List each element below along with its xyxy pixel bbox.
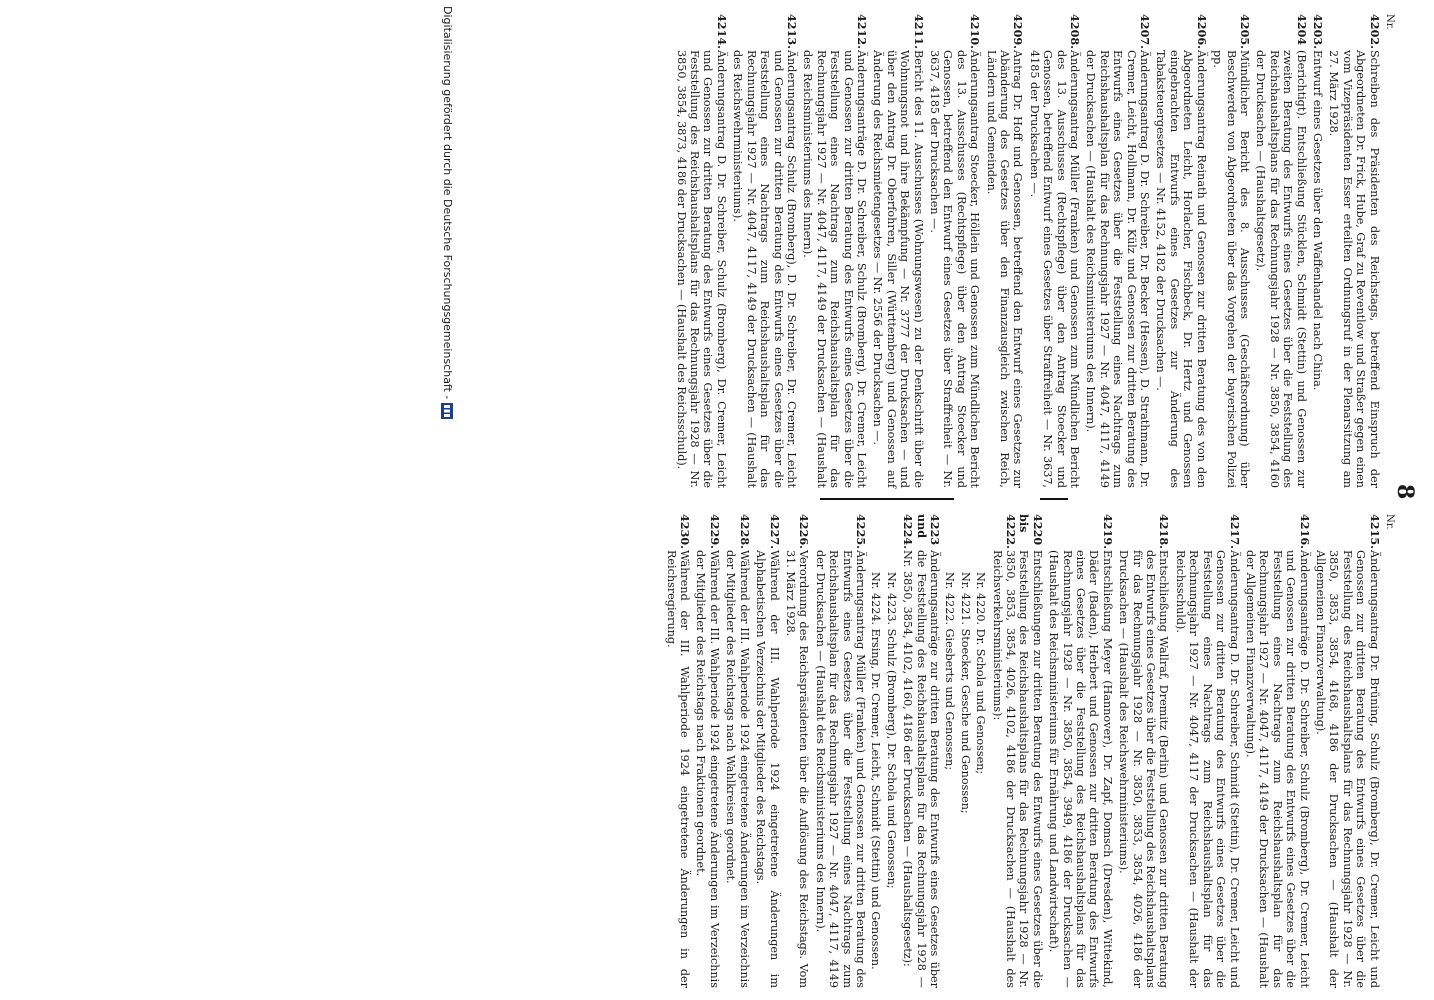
entry-number: 4227. bbox=[767, 514, 782, 550]
entry-text: Während der III. Wahlperiode 1924 eingetretene Änderungen im Verzeichnis der Mitglieder des Reichstags nach Fraktionen geordnet. bbox=[694, 550, 721, 988]
entry-number: 4223 und 4224. bbox=[901, 514, 942, 550]
list-item bbox=[664, 514, 691, 988]
list-item bbox=[784, 514, 811, 988]
entry-text: Entschließung Meyer (Hannover), Dr. Zapf, Domsch (Dresden), Wittekind, Däder (Baden), Herbert und Genossen zur dritten Beratung des Entwurfs eines Gesetzes über die Feststellung des Reichshaushaltsplans für das Rechnungsjahr 1928 — Nr. 3850, 3854, 3949, 4186 der Drucksachen — (Haushalt des Reichsministeriums für Ernährung und Landwirtschaft). bbox=[1047, 550, 1114, 988]
entry-number: 4217. bbox=[1227, 514, 1242, 550]
list-item bbox=[1154, 14, 1208, 488]
right-column bbox=[661, 514, 1396, 988]
entry-number: 4206. bbox=[1194, 14, 1209, 50]
entry-number bbox=[958, 514, 971, 550]
list-item bbox=[943, 514, 956, 988]
entry-number: 4225. bbox=[853, 514, 868, 550]
entry-text: Entschließung Wallraf, Dremitz (Berlin) und Genossen zur dritten Beratung des Entwurfs eines Gesetzes über die Feststellung des Reichshaushaltsplans für das Rechnungsjahr 1928 — Nr. 3850, 3853, 3854, 4026, 4186 der Drucksachen — (Haushalt des Reichswehrministeriums). bbox=[1117, 550, 1171, 988]
entry-number bbox=[943, 514, 956, 550]
dfg-logo-icon bbox=[442, 403, 454, 419]
entry-text: Änderungsantrag Müller (Franken) und Genossen zum Mündlichen Bericht des 13. Ausschusses (Rechtspflege) über den Antrag Stoecker und Genossen, betreffend Entwurf eines Gesetzes über Straffreiheit — Nr. 3637, 4185 der Drucksachen —. bbox=[1027, 50, 1082, 488]
list-item bbox=[1311, 14, 1324, 488]
list-item bbox=[1254, 14, 1308, 488]
entry-text: Antrag Dr. Hoff und Genossen, betreffend den Entwurf eines Gesetzes zur Abänderung des Gesetzes über den Finanzausgleich zwischen Reich, Ländern und Gemeinden. bbox=[984, 50, 1025, 488]
entry-text: Schreiben des Präsidenten des Reichstags, betreffend Einspruch der Abgeordneten Dr. Frick, Hube, Graf zu Reventlow und Straßer gegen einen vom Vizepräsidenten Esser erteilten Ordnungsruf in der Plenarsitzung am 27. März 1928. bbox=[1327, 50, 1381, 488]
list-item bbox=[901, 514, 941, 988]
list-item bbox=[754, 514, 781, 988]
entry-number: 4219. bbox=[1100, 514, 1115, 550]
nr-label: Nr. bbox=[1384, 14, 1395, 30]
list-item bbox=[1117, 514, 1171, 988]
entry-number: 4212. bbox=[854, 14, 869, 50]
column-divider bbox=[1040, 498, 1068, 500]
list-item bbox=[884, 514, 897, 988]
entry-number: 4230. bbox=[678, 514, 693, 550]
list-item bbox=[1174, 514, 1241, 988]
list-item bbox=[990, 514, 1044, 988]
entry-number: 4213. bbox=[784, 14, 799, 50]
nr-label: Nr. bbox=[1384, 514, 1395, 530]
entry-number: 4202. bbox=[1367, 14, 1382, 50]
list-item bbox=[1327, 14, 1381, 488]
entry-number: 4209. bbox=[1011, 14, 1026, 50]
list-item bbox=[1027, 14, 1081, 488]
entry-text: Nr. 4224. Ersing, Dr. Cremer, Leicht, Schmidt (Stettin) und Genossen. bbox=[869, 572, 883, 970]
entry-text: Nr. 4223. Schulz (Bromberg), Dr. Schola und Genossen; bbox=[884, 572, 898, 889]
list-item bbox=[974, 514, 987, 988]
entry-text: Bericht des 11. Ausschusses (Wohnungswesen) zu der Denkschrift über die Wohnungsnot und ihre Bekämpfung — Nr. 3777 der Drucksachen — und über den Antrag Dr. Oberfohren, Siller (Württemberg) und Genossen auf Änderung des Reichsmietengesetzes — Nr. 2556 der Drucksachen —. bbox=[871, 50, 925, 488]
list-item bbox=[1314, 514, 1381, 988]
entry-text: Mündlicher Bericht des 8. Ausschusses (Geschäftsordnung) über Beschwerden von Abgeordneten über das Vorgehen der bayerischen Polizei pp. bbox=[1211, 50, 1251, 488]
list-item bbox=[1047, 514, 1114, 988]
entry-text: Während der III. Wahlperiode 1924 eingetretene Änderungen im Alphabetischen Verzeichnis der Mitglieder des Reichstags. bbox=[754, 550, 781, 988]
entry-number: 4204 bbox=[1294, 14, 1309, 46]
entry-text: (Berichtigt). Entschließung Stücklen, Schmidt (Stettin) und Genossen zur zweiten Beratung des Entwurfs eines Gesetzes über die Feststellung des Reichshaushaltsplans für das Rechnungsjahr 1928 — Nr. 3850, 3854, 4160 der Drucksachen — (Haushaltsgesetz). bbox=[1254, 50, 1308, 488]
entry-number: 4211. bbox=[911, 14, 926, 50]
list-item bbox=[869, 514, 882, 988]
entry-number: 4214. bbox=[714, 14, 729, 50]
entry-text: Nr. 4220. Dr. Schola und Genossen; bbox=[974, 572, 988, 775]
entry-number bbox=[869, 514, 882, 550]
entry-text: Entwurf eines Gesetzes über den Waffenhandel nach China. bbox=[1310, 50, 1324, 391]
left-column bbox=[671, 14, 1396, 488]
entry-number bbox=[884, 514, 897, 550]
entry-text: Während der III. Wahlperiode 1924 eingetretene Änderungen im Verzeichnis der Mitglieder des Reichstags nach Wahlkreisen geordnet. bbox=[724, 550, 751, 988]
list-item bbox=[871, 14, 925, 488]
list-item bbox=[1084, 14, 1151, 488]
entry-number: 4226. bbox=[797, 514, 812, 550]
entry-text: Änderungsantrag D. Dr. Schreiber, Dr. Becker (Hessen), D. Strathmann, Dr. Cremer, Leicht, Hollmann, Dr. Külz und Genossen zur dritten Beratung des Entwurfs eines Gesetzes über die Feststellung eines Nachtrags zum Reichshaushaltsplan für das Rechnungsjahr 1927 — Nr. 4047, 4117, 4149 der Drucksachen — (Haushalt des Reichsministeriums des Innern). bbox=[1084, 50, 1152, 488]
list-item bbox=[801, 14, 868, 488]
entry-text: Änderungsantrag Stoecker, Höllein und Genossen zum Mündlichen Bericht des 13. Ausschusses (Rechtspflege) über den Antrag Stoecker und Genossen, betreffend den Entwurf eines Gesetzes über Straffreiheit — Nr. 3637, 4185 der Drucksachen —. bbox=[928, 50, 982, 488]
right-entry-list bbox=[664, 514, 1380, 988]
list-item bbox=[724, 514, 751, 988]
entry-text: Änderungsanträge D. Dr. Schreiber, Schulz (Bromberg), Dr. Cremer, Leicht und Genossen zur dritten Beratung des Entwurfs eines Gesetzes über die Feststellung eines Nachtrags zum Reichshaushaltsplan für das Rechnungsjahr 1927 — Nr. 4047, 4117, 4149 der Drucksachen — (Haushalt der Allgemeinen Finanzverwaltung). bbox=[1243, 550, 1311, 988]
entry-number bbox=[974, 514, 987, 550]
entry-text: Änderungsantrag Dr. Brüning, Schulz (Bromberg), Dr. Cremer, Leicht und Genossen zur dritten Beratung des Entwurfs eines Gesetzes über die Feststellung des Reichshaushaltsplans für das Rechnungsjahr 1928 — Nr. 3850, 3853, 3854, 4168, 4186 der Drucksachen — (Haushalt der Allgemeinen Finanzverwaltung). bbox=[1313, 550, 1381, 988]
entry-text: Entschließungen zur dritten Beratung des Entwurfs eines Gesetzes über die Feststellung des Reichshaushaltsplans für das Rechnungsjahr 1928 — Nr. 3850, 3853, 3854, 4026, 4102, 4186 der Drucksachen — (Haushalt des Reichsverkehrsministeriums): bbox=[990, 550, 1044, 988]
entry-number: 4216. bbox=[1297, 514, 1312, 550]
entry-text: Änderungsantrag Reinath und Genossen zur dritten Beratung des von den Abgeordneten Leicht, Horlacher, Fischbeck, Dr. Hertz und Genossen eingebrachten Entwurfs eines Gesetzes zur Änderung des Tabaksteuergesetzes — Nr. 4152, 4182 der Drucksachen —. bbox=[1154, 50, 1208, 488]
list-item bbox=[928, 14, 982, 488]
list-item bbox=[694, 514, 721, 988]
list-item bbox=[984, 14, 1024, 488]
entry-number: 4218. bbox=[1157, 514, 1172, 550]
entry-text: Änderungsanträge D. Dr. Schreiber, Schulz (Bromberg), Dr. Cremer, Leicht und Genossen zur dritten Beratung des Entwurfs eines Gesetzes über die Feststellung eines Nachtrags zum Reichshaushaltsplan für das Rechnungsjahr 1927 — Nr. 4047, 4117, 4149 der Drucksachen — (Haushalt des Reichsministeriums des Innern). bbox=[801, 50, 868, 488]
entry-text: Verordnung des Reichspräsidenten über die Auflösung des Reichstags. Vom 31. März 1928. bbox=[783, 550, 811, 988]
footer-text: Digitalisierung gefördert durch die Deutsche Forschungsgemeinschaft - bbox=[441, 6, 454, 400]
entry-text: Änderungsantrag D. Dr. Schreiber, Schmidt (Stettin), Dr. Cremer, Leicht und Genossen zur dritten Beratung des Entwurfs eines Gesetzes über die Feststellung eines Nachtrags zum Reichshaushaltsplan für das Rechnungsjahr 1927 — Nr. 4047, 4117 der Drucksachen — (Haushalt der Reichsschuld). bbox=[1173, 550, 1241, 988]
entry-number: 4210. bbox=[968, 14, 983, 50]
list-item bbox=[1211, 14, 1251, 488]
entry-text: Änderungsantrag Schulz (Bromberg), D. Dr. Schreiber, Dr. Cremer, Leicht und Genossen zur dritten Beratung des Entwurfs eines Gesetzes über die Feststellung eines Nachtrags zum Reichshaushaltsplan für das Rechnungsjahr 1927 — Nr. 4047, 4117, 4149 der Drucksachen — (Haushalt des Reichswehrministeriums). bbox=[731, 50, 798, 488]
entry-number: 4203. bbox=[1310, 14, 1325, 50]
column-divider bbox=[820, 498, 954, 500]
list-item bbox=[1244, 514, 1311, 988]
entry-number: 4229. bbox=[707, 514, 722, 550]
list-item bbox=[958, 514, 971, 988]
entry-text: Während der III. Wahlperiode 1924 eingetretene Änderungen in der Reichsregierung. bbox=[664, 550, 692, 988]
entry-number: 4208. bbox=[1068, 14, 1083, 50]
entry-text: Änderungsantrag Müller (Franken) und Genossen zur dritten Beratung des Entwurfs eines Gesetzes über die Feststellung eines Nachtrags zum Reichshaushaltsplan für das Rechnungsjahr 1927 — Nr. 4047, 4117, 4149 der Drucksachen — (Haushalt des Reichsministeriums des Innern). bbox=[813, 550, 867, 988]
list-item bbox=[674, 14, 728, 488]
list-item bbox=[731, 14, 798, 488]
entry-number: 4215. bbox=[1367, 514, 1382, 550]
entry-number: 4205. bbox=[1237, 14, 1252, 50]
entry-text: Änderungsantrag D. Dr. Schreiber, Schulz (Bromberg), Dr. Cremer, Leicht und Genossen zur dritten Beratung des Entwurfs eines Gesetzes über die Feststellung des Reichshaushaltsplans für das Rechnungsjahr 1928 — Nr. 3850, 3854, 3873, 4186 der Drucksachen — (Haushalt des Reichsschuld). bbox=[674, 50, 728, 488]
entry-text: Nr. 4221. Stoecker, Gesche und Genossen; bbox=[958, 572, 972, 814]
list-item bbox=[813, 514, 867, 988]
entry-number: 4228. bbox=[737, 514, 752, 550]
page-number: 8 bbox=[1392, 484, 1418, 500]
entry-text: Änderungsanträge zur dritten Beratung des Entwurfs eines Gesetzes über die Feststellung des Reichshaushaltsplans für das Rechnungsjahr 1928 — Nr. 3850, 3854, 4102, 4160, 4186 der Drucksachen — (Haushaltsgesetz): bbox=[901, 550, 941, 988]
entry-text: Nr. 4222. Giesberts und Genossen; bbox=[943, 572, 957, 771]
entry-number: 4207. bbox=[1138, 14, 1153, 50]
entry-number: 4220 bis 4222. bbox=[1004, 514, 1045, 550]
digitization-footer bbox=[441, 0, 454, 1000]
left-entry-list bbox=[674, 14, 1380, 488]
